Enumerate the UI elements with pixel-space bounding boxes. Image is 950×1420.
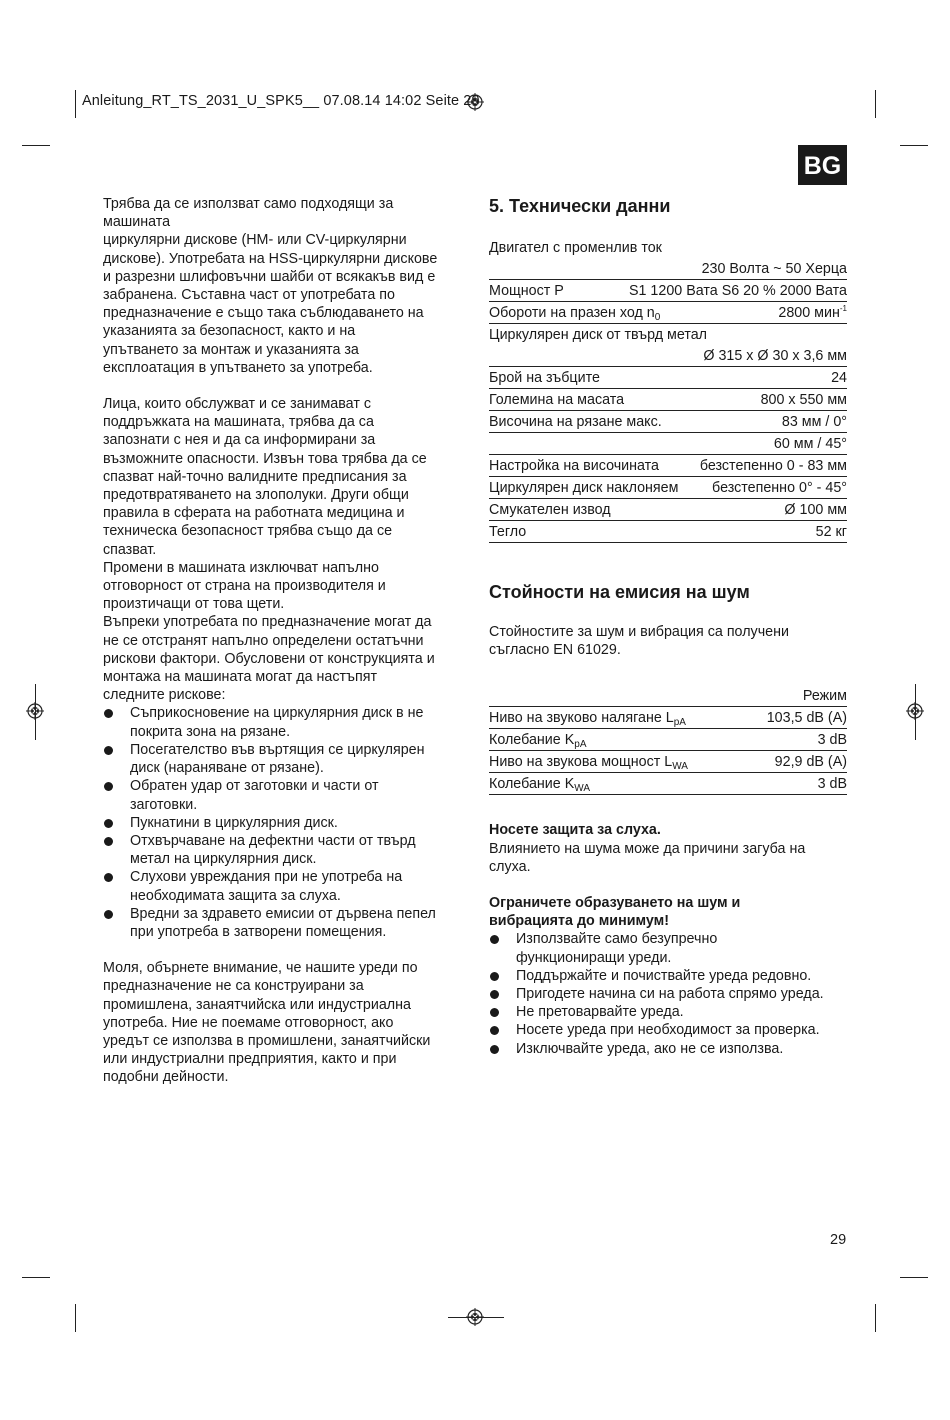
text-line: експлоатация в упътването за употреба. (103, 359, 373, 376)
list-item-line: покрита зона на рязане. (130, 723, 291, 740)
row-label: Мощност P (489, 283, 564, 299)
row-value: 2800 мин$^{-1}$ (778, 304, 847, 321)
table-row (489, 707, 847, 729)
text-line: забранена. Съставна част от употребата по (103, 287, 395, 304)
text-line: и разрезни шлифовъчни шайби от всякакъв вид е (103, 268, 436, 285)
list-item (103, 777, 463, 813)
list-item (489, 1003, 847, 1021)
registration-line (915, 684, 916, 740)
row-value: 3 dB (817, 732, 847, 749)
list-item-line: при употреба в затворени помещения. (130, 923, 387, 940)
row-value: 83 мм / 0° (781, 414, 847, 430)
text-line: спазват най-точно валидните предписания за (103, 468, 407, 485)
text-line: дискове). Употребата на HSS-циркулярни дискове (103, 250, 438, 267)
crop-mark (900, 1277, 928, 1278)
table-row (489, 455, 847, 477)
list-item (103, 832, 463, 868)
noise-tips-list (489, 930, 847, 1057)
crop-mark (22, 1277, 50, 1278)
table-row (489, 751, 847, 773)
list-item-line: Вредни за здравето емисии от дървена пепел (130, 905, 436, 922)
noise-intro (489, 623, 847, 659)
row-value: 3 dB (817, 776, 847, 793)
row-value: Ø 100 мм (784, 502, 847, 518)
risk-list (103, 704, 463, 941)
registration-line (35, 684, 36, 740)
row-value: 800 x 550 мм (760, 392, 847, 408)
text-line: Лица, които обслужват и се занимават с (103, 396, 371, 413)
list-item (103, 704, 463, 740)
text-line: запознати с нея и да са информирани за (103, 432, 376, 449)
text-line: или индустриални предприятия, както и при (103, 1051, 397, 1068)
list-item-line: Отхвърчаване на дефектни части от твърд (130, 832, 416, 849)
list-item (103, 868, 463, 904)
list-item (489, 1040, 847, 1058)
text-line: указанията за безопасност, както и на (103, 323, 356, 340)
language-badge: BG (798, 145, 847, 185)
page-number: 29 (830, 1232, 847, 1248)
list-item-line: Не претоварвайте уреда. (516, 1004, 684, 1021)
row-label: Циркулярен диск наклоняем (489, 480, 679, 496)
row-value: 60 мм / 45° (773, 436, 847, 452)
crop-mark (22, 145, 50, 146)
row-value: Ø 315 x Ø 30 x 3,6 мм (703, 348, 847, 364)
text-line: машината (103, 214, 171, 231)
table-row (489, 685, 847, 707)
row-value: 24 (831, 370, 847, 386)
table-row (489, 237, 847, 258)
crop-mark (875, 1304, 876, 1332)
list-item-line: Поддържайте и почиствайте уреда редовно. (516, 967, 812, 984)
row-label: Големина на масата (489, 392, 625, 408)
table-row (489, 433, 847, 455)
text-line: Ограничете образуването на шум и (489, 895, 741, 912)
registration-line (448, 1317, 504, 1318)
row-value: S1 1200 Вата S6 20 % 2000 Вата (628, 283, 847, 299)
crop-mark (875, 90, 876, 118)
list-item (489, 967, 847, 985)
row-label: Ниво на звуково налягане $L_{pA}$ (489, 710, 686, 729)
table-row (489, 389, 847, 411)
row-label: Двигател с променлив ток (489, 240, 662, 256)
text-line: циркулярни дискове (HM- или CV-циркулярни (103, 232, 407, 249)
table-row (489, 367, 847, 389)
row-value: безстепенно 0 - 83 мм (699, 458, 847, 474)
row-label: Обороти на празен ход $n_0$ (489, 305, 661, 323)
text-line: Моля, обърнете внимание, че нашите уреди по (103, 960, 418, 977)
row-value: 92,9 dB (A) (774, 754, 847, 771)
table-row (489, 411, 847, 433)
text-line: вибрацията до минимум! (489, 913, 669, 930)
print-slug: Anleitung_RT_TS_2031_U_SPK5__ 07.08.14 14:02 Seite 29 (82, 93, 480, 109)
row-label: Тегло (489, 524, 527, 540)
text-line: слуха. (489, 858, 531, 875)
row-label: Смукателен извод (489, 502, 611, 518)
list-item-line: необходимата защита за слуха. (130, 887, 341, 904)
list-item-line: заготовки. (130, 796, 198, 813)
text-line: уредът се използва в промишлени, занаятчийски (103, 1032, 431, 1049)
list-item (489, 930, 847, 966)
hearing-protection-text (489, 840, 847, 876)
left-column (103, 195, 463, 1087)
table-row (489, 345, 847, 367)
list-item (489, 985, 847, 1003)
row-label: Настройка на височината (489, 458, 660, 474)
list-item-line: Слухови увреждания при не употреба на (130, 869, 403, 886)
list-item-line: Пригодете начина си на работа спрямо уреда. (516, 986, 824, 1003)
list-item-line: Съприкосновение на циркулярния диск в не (130, 705, 424, 722)
table-row (489, 499, 847, 521)
crop-mark (75, 90, 76, 118)
text-line: подобни дейности. (103, 1069, 229, 1086)
table-row (489, 521, 847, 543)
text-line: Влиянието на шума може да причини загуба на (489, 840, 806, 857)
text-line: Въпреки употребата по предназначение могат да (103, 614, 432, 631)
row-label: Височина на рязане макс. (489, 414, 662, 430)
text-line: Стойностите за шум и вибрация са получени (489, 624, 789, 640)
row-value: 52 кг (815, 524, 847, 540)
mode-label: Режим (802, 688, 847, 705)
row-label: Циркулярен диск от твърд метал (489, 327, 708, 343)
tech-data-table (489, 237, 847, 543)
table-row (489, 302, 847, 324)
list-item (103, 905, 463, 941)
row-label: Колебание $K_{pA}$ (489, 732, 587, 751)
text-line: предотвратяването на злополуки. Други общи (103, 487, 409, 504)
row-label: Брой на зъбците (489, 370, 600, 386)
text-line: рискови фактори. Обусловени от конструкцията и (103, 650, 435, 667)
table-row (489, 477, 847, 499)
text-line: спазват. (103, 541, 157, 558)
text-line: Трябва да се използват само подходящи за (103, 196, 394, 212)
hearing-protection-title: Носете защита за слуха. (489, 822, 661, 839)
row-label: Ниво на звукова мощност $L_{WA}$ (489, 754, 688, 773)
list-item-line: Обратен удар от заготовки и части от (130, 778, 379, 795)
limit-noise-title (489, 894, 847, 930)
text-line: предназначение не са конструирани за (103, 978, 364, 995)
text-line: произтичащи от това щети. (103, 596, 285, 613)
text-line: следните рискове: (103, 687, 226, 704)
crop-mark (75, 1304, 76, 1332)
list-item-line: Изключвайте уреда, ако не се използва. (516, 1040, 784, 1057)
list-item-line: Носете уреда при необходимост за проверка. (516, 1022, 820, 1039)
noise-table (489, 685, 847, 795)
list-item-line: метал на циркулярния диск. (130, 851, 317, 868)
list-item-line: функциониращи уреди. (516, 949, 672, 966)
text-line: промишлена, занаятчийска или индустриална (103, 996, 411, 1013)
table-row (489, 324, 847, 345)
table-row (489, 773, 847, 795)
text-line: не се отстранят напълно определени остатъчни (103, 632, 424, 649)
list-item-line: Посегателство във въртящия се циркулярен (130, 741, 425, 758)
list-item (489, 1021, 847, 1039)
list-item (103, 741, 463, 777)
noise-title: Стойности на емисия на шум (489, 582, 750, 602)
row-value: безстепенно 0° - 45° (712, 480, 847, 496)
text-line: предназначение е също така съблюдаването на (103, 305, 424, 322)
paragraph-intended-use (103, 195, 463, 377)
text-line: Промени в машината изключват напълно (103, 559, 379, 576)
list-item (103, 814, 463, 832)
right-column (489, 195, 847, 1058)
row-value: 103,5 dB (A) (766, 710, 847, 727)
table-row (489, 258, 847, 280)
crop-mark (900, 145, 928, 146)
text-line: монтажа на машината могат да настъпят (103, 669, 378, 686)
row-value: 230 Волта ~ 50 Херца (701, 261, 847, 277)
text-line: упътването за монтаж и указанията за (103, 341, 359, 358)
list-item-line: Пукнатини в циркулярния диск. (130, 814, 338, 831)
text-line: поддръжката на машината, трябва да са (103, 414, 374, 431)
list-item-line: Използвайте само безупречно (516, 931, 718, 948)
paragraph-liability (103, 959, 463, 1086)
text-line: възможните опасности. Извън това трябва да се (103, 450, 427, 467)
tech-data-title: 5. Технически данни (489, 196, 671, 216)
text-line: правила в сферата на работната медицина и (103, 505, 405, 522)
list-item-line: диск (нараняване от рязане). (130, 760, 324, 777)
row-label: Колебание $K_{WA}$ (489, 776, 591, 795)
table-row (489, 280, 847, 302)
table-row (489, 729, 847, 751)
text-line: употреба. Ние не поемаме отговорност, ако (103, 1014, 394, 1031)
text-line: съгласно EN 61029. (489, 642, 621, 659)
paragraph-operators (103, 395, 463, 704)
text-line: отговорност от страна на производителя и (103, 578, 386, 595)
text-line: техническа безопасност трябва също да се (103, 523, 393, 540)
